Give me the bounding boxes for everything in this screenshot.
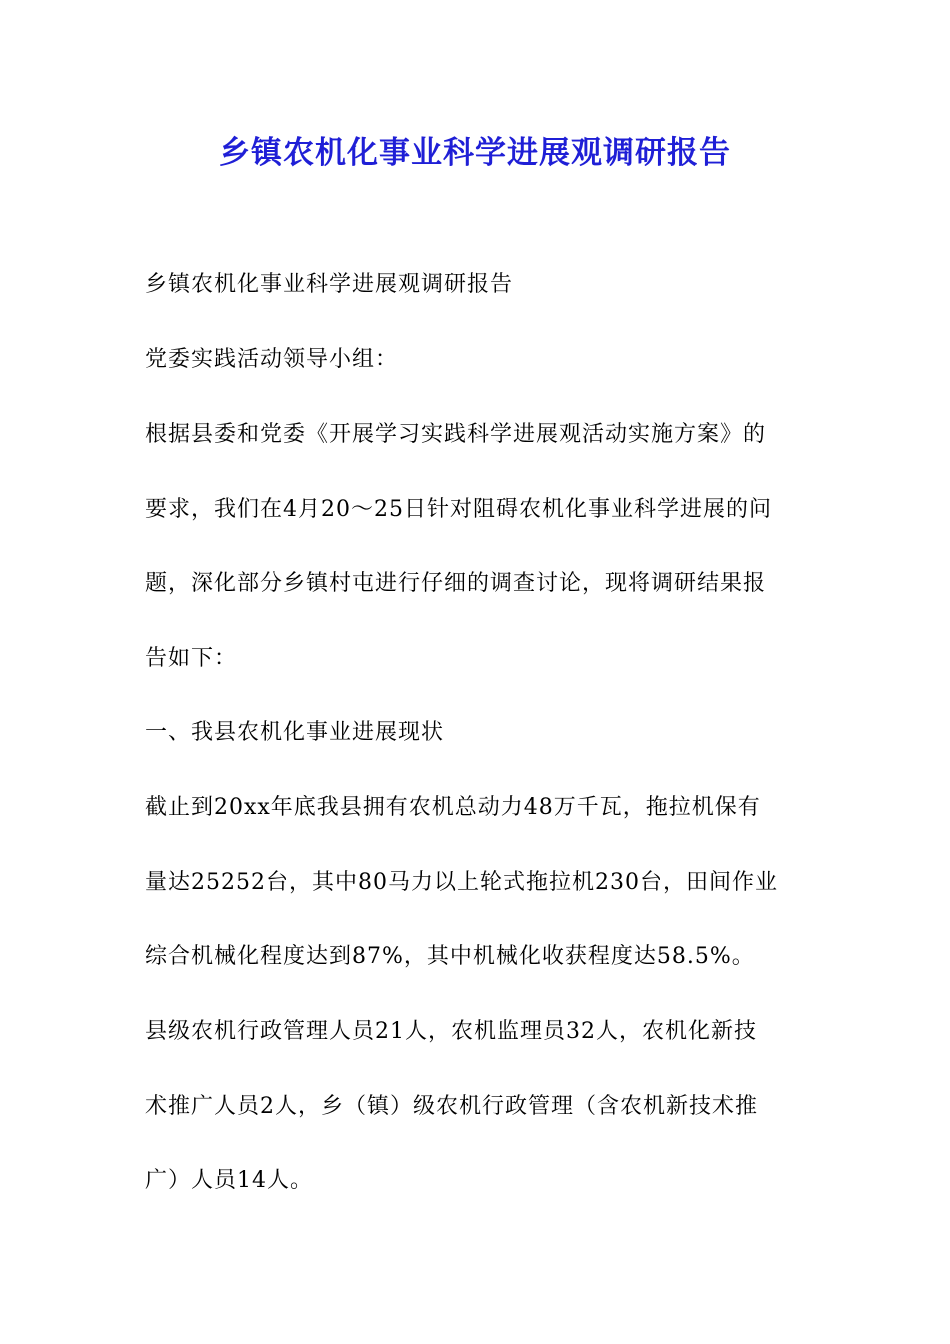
body-line: 广）人员14人。 [145, 1168, 313, 1193]
salutation-line: 党委实践活动领导小组： [145, 347, 399, 372]
body-line: 综合机械化程度达到87%，其中机械化收获程度达58.5%。 [145, 944, 755, 969]
body-line: 术推广人员2人，乡（镇）级农机行政管理（含农机新技术推 [145, 1094, 758, 1119]
body-line: 截止到20xx年底我县拥有农机总动力48万千瓦，拖拉机保有 [145, 795, 761, 820]
body-line: 要求，我们在4月20～25日针对阻碍农机化事业科学进展的问 [145, 497, 772, 522]
subtitle-line: 乡镇农机化事业科学进展观调研报告 [145, 272, 514, 297]
body-line: 题，深化部分乡镇村屯进行仔细的调查讨论，现将调研结果报 [145, 571, 767, 596]
body-line: 根据县委和党委《开展学习实践科学进展观活动实施方案》的 [145, 422, 767, 447]
body-line: 县级农机行政管理人员21人，农机监理员32人，农机化新技 [145, 1019, 757, 1044]
body-line: 告如下： [145, 646, 238, 671]
document-title: 乡镇农机化事业科学进展观调研报告 [219, 135, 731, 171]
section-heading: 一、我县农机化事业进展现状 [145, 720, 445, 745]
body-line: 量达25252台，其中80马力以上轮式拖拉机230台，田间作业 [145, 870, 778, 895]
